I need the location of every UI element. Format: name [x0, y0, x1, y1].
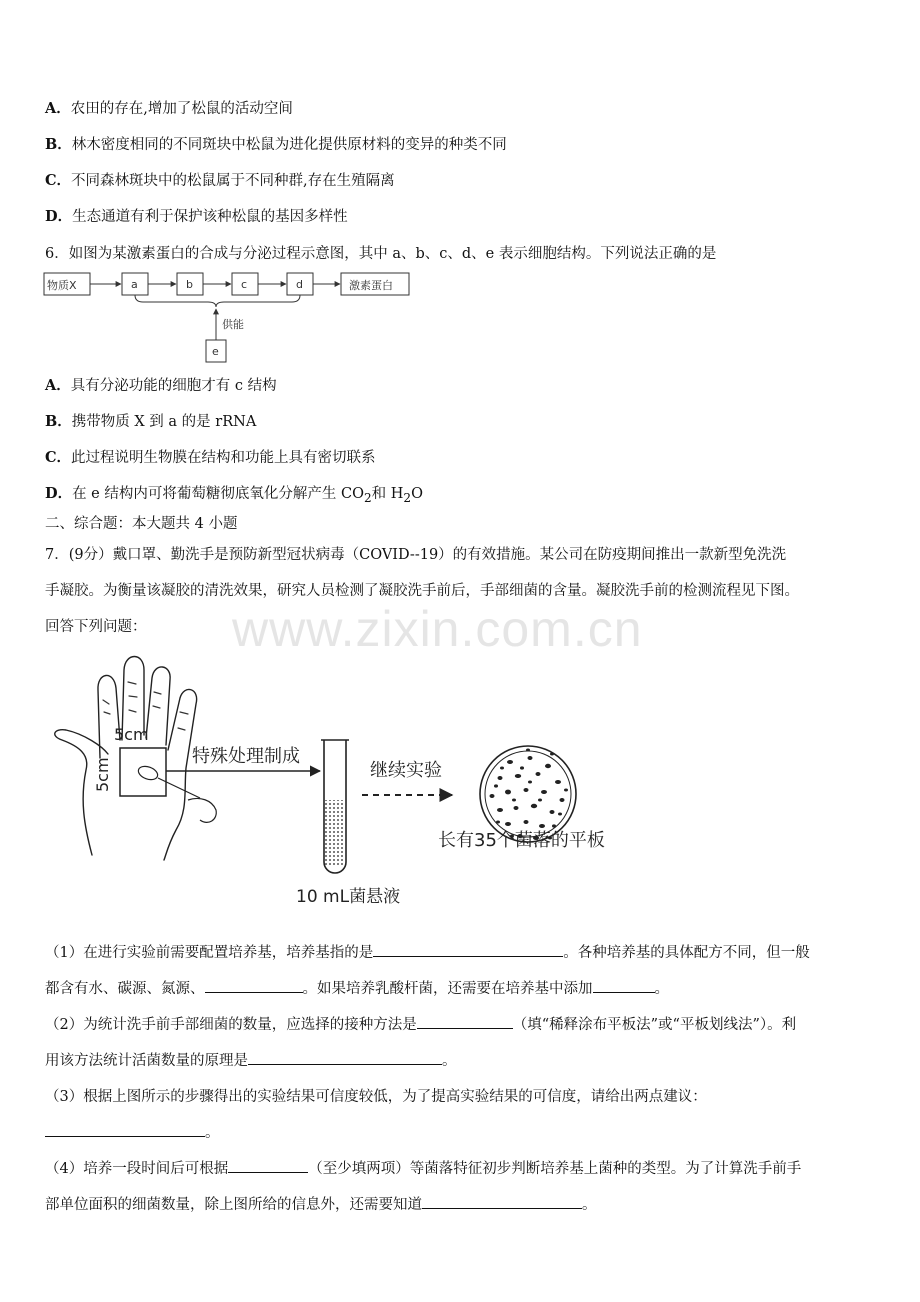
option-letter: A． [45, 100, 71, 117]
option-text: 在 e 结构内可将葡萄糖彻底氧化分解产生 $CO_2$和 $H_2O$ [72, 486, 423, 505]
protein-secretion-diagram [40, 266, 420, 366]
tube-label: 10 mL菌悬液 [296, 887, 401, 907]
q7-sub1-line2: 都含有水、碳源、氮源、 。如果培养乳酸杆菌，还需要在培养基中添加 。 [45, 977, 669, 998]
diagram-label-e: e [212, 345, 219, 358]
sampling-square [120, 748, 166, 796]
option-text: 生态通道有利于保护该种松鼠的基因多样性 [72, 209, 348, 225]
diagram-label-d: d [296, 278, 303, 291]
q7-sub1-line1: （1）在进行实验前需要配置培养基，培养基指的是 。各种培养基的具体配方不同，但一般 [45, 941, 810, 962]
diagram-label-hormone-protein: 激素蛋白 [349, 279, 393, 292]
option-text: 此过程说明生物膜在结构和功能上具有密切联系 [71, 450, 376, 466]
step-label-continue: 继续实验 [370, 760, 442, 781]
answer-blank[interactable] [373, 942, 563, 957]
hand-sampling-figure [40, 650, 640, 912]
q7-sub3-line2: 。 [45, 1121, 220, 1142]
answer-blank[interactable] [593, 978, 655, 993]
answer-blank[interactable] [417, 1014, 513, 1029]
watermark: www.zixin.com.cn [232, 601, 643, 657]
diagram-label-c: c [241, 278, 248, 291]
question-7-stem-line3: 回答下列问题： [45, 619, 147, 635]
q7-sub2-line2: 用该方法统计活菌数量的原理是 。 [45, 1049, 457, 1070]
option-letter: C． [45, 449, 72, 466]
step-label-process: 特殊处理制成 [192, 746, 300, 767]
question-6-stem: 6．如图为某激素蛋白的合成与分泌过程示意图，其中 a、b、c、d、e 表示细胞结构。下列说法正确的是 [45, 246, 717, 262]
answer-blank[interactable] [422, 1194, 582, 1209]
square-width-label: 5cm [114, 725, 149, 744]
option-5d [45, 205, 348, 226]
diagram-label-energy: 供能 [222, 318, 244, 331]
square-height-label: 5cm [93, 757, 112, 792]
option-text: 携带物质 X 到 a 的是 rRNA [71, 414, 257, 430]
answer-blank[interactable] [228, 1158, 308, 1173]
answer-blank[interactable] [45, 1122, 205, 1137]
test-tube [321, 740, 349, 873]
q7-sub3-line1: （3）根据上图所示的步骤得出的实验结果可信度较低，为了提高实验结果的可信度，请给出两点建议： [45, 1089, 707, 1105]
culture-plate [480, 746, 576, 842]
option-text: 具有分泌功能的细胞才有 c 结构 [70, 378, 277, 394]
option-5c [45, 169, 395, 190]
option-letter: D． [45, 208, 73, 225]
q7-sub4-line1: （4）培养一段时间后可根据 （至少填两项）等菌落特征初步判断培养基上菌种的类型。为了计算洗手前手 [45, 1157, 801, 1178]
option-text: 农田的存在,增加了松鼠的活动空间 [70, 101, 293, 117]
option-6d [45, 482, 423, 505]
q7-sub2-line1: （2）为统计洗手前手部细菌的数量，应选择的接种方法是 （填“稀释涂布平板法”或“平板划线法”）。利 [45, 1013, 796, 1034]
option-6a [45, 374, 277, 395]
option-text: 林木密度相同的不同斑块中松鼠为进化提供原材料的变异的种类不同 [71, 137, 507, 153]
diagram-label-a: a [131, 278, 138, 291]
q7-sub4-line2: 部单位面积的细菌数量，除上图所给的信息外，还需要知道 。 [45, 1193, 597, 1214]
plate-label: 长有35个菌落的平板 [438, 830, 605, 851]
diagram-label-b: b [186, 278, 193, 291]
option-6b [45, 410, 256, 431]
question-7-stem-line2: 手凝胶。为衡量该凝胶的清洗效果，研究人员检测了凝胶洗手前后，手部细菌的含量。凝胶洗手前的检测流程见下图。 [45, 583, 799, 599]
option-5b [45, 133, 507, 154]
option-letter: D． [45, 485, 73, 502]
answer-blank[interactable] [205, 978, 303, 993]
option-letter: A． [45, 377, 71, 394]
option-6c [45, 446, 376, 467]
option-letter: B． [45, 136, 72, 153]
question-7-stem-line1: 7．(9分）戴口罩、勤洗手是预防新型冠状病毒（COVID--19）的有效措施。某公司在防疫期间推出一款新型免洗洗 [45, 547, 787, 563]
answer-blank[interactable] [248, 1050, 442, 1065]
option-letter: B． [45, 413, 72, 430]
option-text: 不同森林斑块中的松鼠属于不同种群,存在生殖隔离 [71, 173, 395, 189]
option-5a [45, 97, 293, 118]
diagram-label-substance-x: 物质X [47, 279, 77, 292]
option-letter: C． [45, 172, 72, 189]
section-heading: 二、综合题：本大题共 4 小题 [45, 516, 238, 532]
